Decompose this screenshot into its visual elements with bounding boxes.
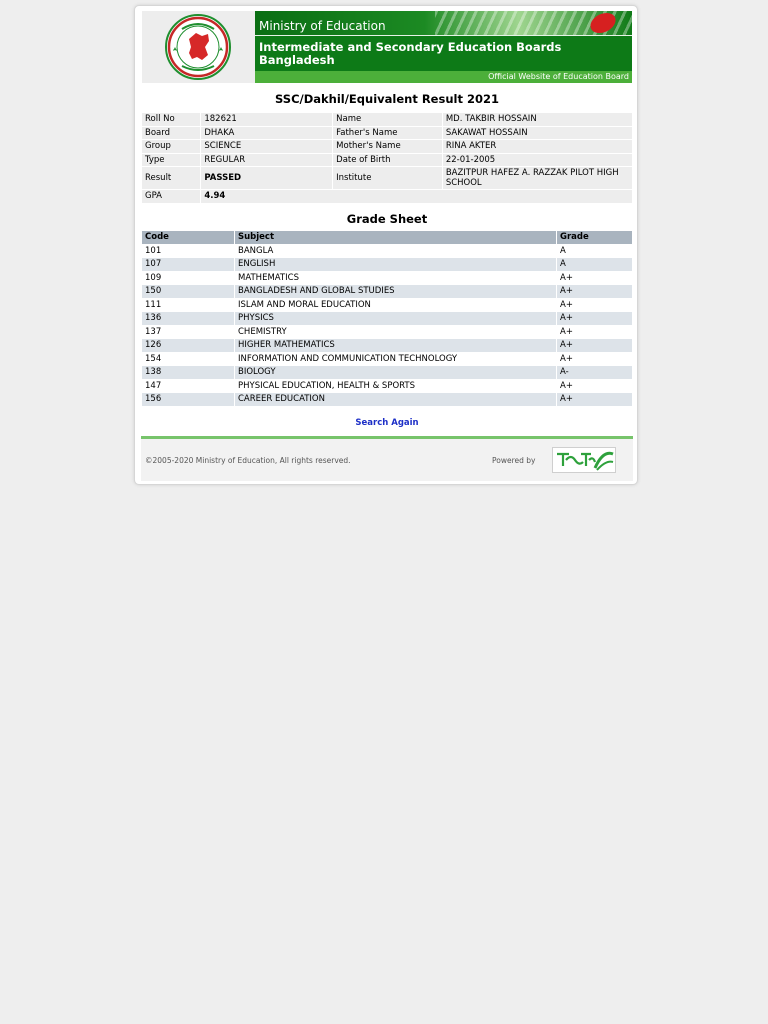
subject-name: PHYSICAL EDUCATION, HEALTH & SPORTS [235,380,556,393]
code-header: Code [142,231,234,244]
subject-grade: A+ [557,312,632,325]
subject-grade: A+ [557,299,632,312]
subject-grade: A+ [557,380,632,393]
bangladesh-government-seal-icon [142,11,255,83]
subject-code: 101 [142,245,234,258]
gpa-value: 4.94 [201,190,632,203]
info-row [142,127,632,140]
teletalk-logo-icon[interactable] [552,447,616,473]
result-label: Result [142,167,200,189]
table-row [142,380,632,393]
grade-header: Grade [557,231,632,244]
subject-code: 156 [142,393,234,406]
subject-name: BANGLADESH AND GLOBAL STUDIES [235,285,556,298]
result-card [134,5,638,485]
table-row [142,285,632,298]
subject-grade: A+ [557,285,632,298]
table-row [142,258,632,271]
subject-code: 137 [142,326,234,339]
page-title: SSC/Dakhil/Equivalent Result 2021 [275,92,499,106]
subject-name: CHEMISTRY [235,326,556,339]
dob-value: 22-01-2005 [443,154,632,167]
subject-grade: A+ [557,353,632,366]
table-row [142,353,632,366]
subject-name: BIOLOGY [235,366,556,379]
table-row [142,312,632,325]
logo-area [142,11,255,83]
subject-grade: A [557,258,632,271]
grade-header-row [142,231,632,244]
name-label: Name [333,113,442,126]
type-label: Type [142,154,200,167]
subject-code: 147 [142,380,234,393]
institute-value: BAZITPUR HAFEZ A. RAZZAK PILOT HIGH SCHOOL [443,167,632,189]
subject-name: PHYSICS [235,312,556,325]
group-label: Group [142,140,200,153]
subject-code: 154 [142,353,234,366]
grade-rows [142,245,632,406]
ministry-title: Ministry of Education [259,19,386,33]
subject-grade: A+ [557,326,632,339]
subject-name: ISLAM AND MORAL EDUCATION [235,299,556,312]
subject-grade: A+ [557,393,632,406]
group-value: SCIENCE [201,140,332,153]
subject-code: 109 [142,272,234,285]
subject-name: HIGHER MATHEMATICS [235,339,556,352]
subject-name: ENGLISH [235,258,556,271]
name-value: MD. TAKBIR HOSSAIN [443,113,632,126]
banner-divider [255,35,632,36]
teletalk-logo-graphic [553,448,615,472]
gpa-label: GPA [142,190,200,203]
subject-name: MATHEMATICS [235,272,556,285]
table-row [142,339,632,352]
table-row [142,366,632,379]
type-value: REGULAR [201,154,332,167]
grade-sheet-title: Grade Sheet [346,212,428,226]
father-label: Father's Name [333,127,442,140]
roll-value: 182621 [201,113,332,126]
subject-code: 126 [142,339,234,352]
subject-code: 138 [142,366,234,379]
subject-grade: A- [557,366,632,379]
subject-code: 136 [142,312,234,325]
info-row [142,113,632,126]
result-value: PASSED [201,167,332,189]
table-row [142,393,632,406]
copyright-text: ©2005-2020 Ministry of Education, All rights reserved. [145,456,351,465]
table-row [142,272,632,285]
powered-by-label: Powered by [492,456,536,465]
subject-name: CAREER EDUCATION [235,393,556,406]
header [142,11,632,83]
info-row [142,154,632,167]
table-row [142,299,632,312]
search-again-link[interactable]: Search Again [355,418,419,428]
subject-grade: A+ [557,339,632,352]
subject-name: BANGLA [235,245,556,258]
subject-grade: A+ [557,272,632,285]
board-label: Board [142,127,200,140]
info-row [142,140,632,153]
institute-label: Institute [333,167,442,189]
subject-code: 111 [142,299,234,312]
info-row [142,167,632,189]
subject-code: 150 [142,285,234,298]
table-row [142,245,632,258]
roll-label: Roll No [142,113,200,126]
subject-header: Subject [235,231,556,244]
footer [141,439,633,481]
dob-label: Date of Birth [333,154,442,167]
grade-sheet-table [141,230,633,407]
table-row [142,326,632,339]
subject-grade: A [557,245,632,258]
student-info-table [141,112,633,204]
father-value: SAKAWAT HOSSAIN [443,127,632,140]
boards-title: Intermediate and Secondary Education Boards Bangladesh [259,40,562,67]
ministry-banner [255,11,632,83]
subject-code: 107 [142,258,234,271]
mother-label: Mother's Name [333,140,442,153]
board-value: DHAKA [201,127,332,140]
mother-value: RINA AKTER [443,140,632,153]
info-row [142,190,632,203]
subject-name: INFORMATION AND COMMUNICATION TECHNOLOGY [235,353,556,366]
official-website-label: Official Website of Education Board [488,72,629,81]
